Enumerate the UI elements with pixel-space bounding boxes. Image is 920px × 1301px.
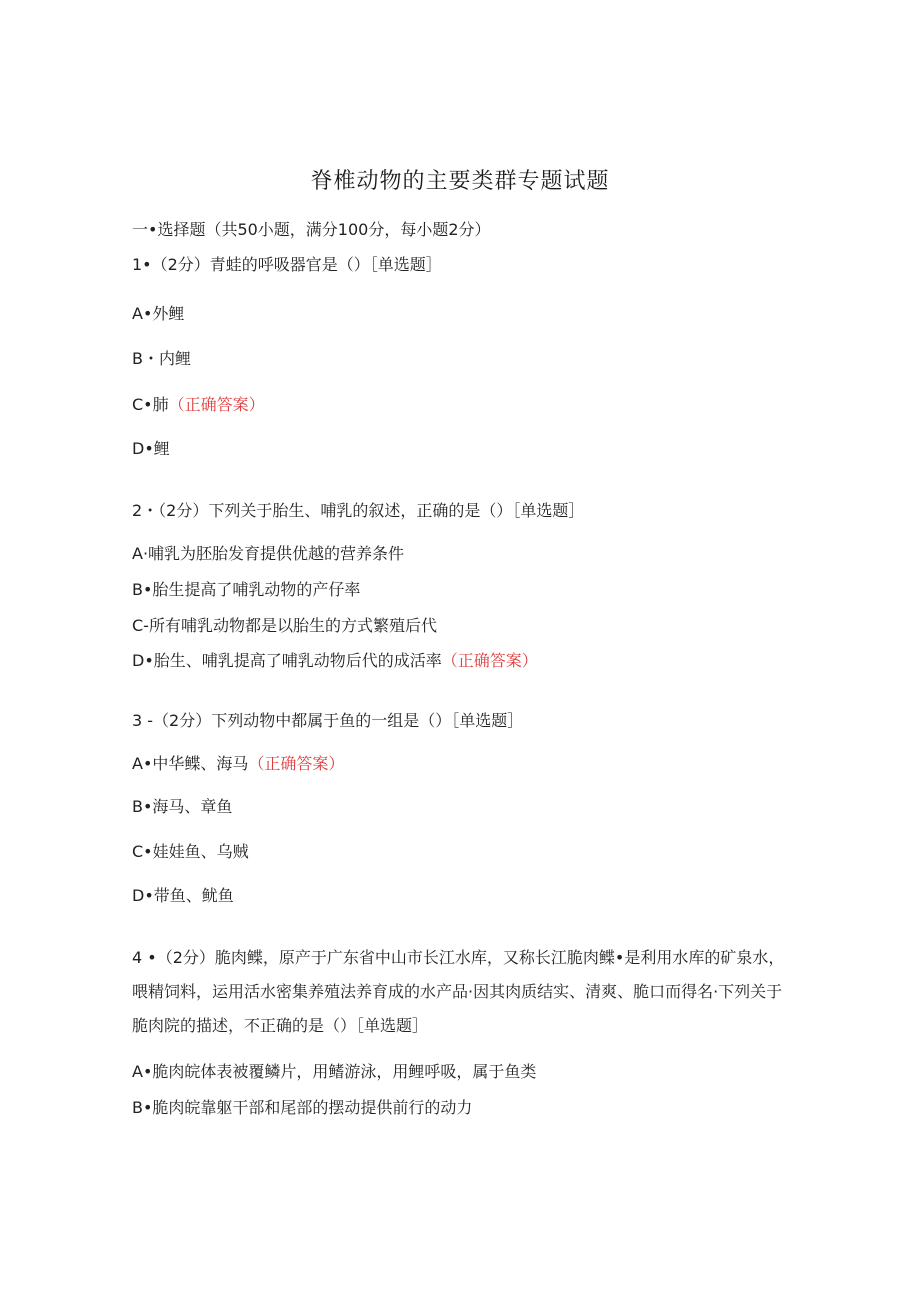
- correct-answer-marker: （正确答案）: [248, 754, 345, 773]
- question-1-option-a: A•外鲤: [132, 304, 185, 323]
- question-1-option-c: [132, 394, 265, 416]
- page-title: 脊椎动物的主要类群专题试题: [310, 169, 610, 194]
- question-2-option-b: B•胎生提高了哺乳动物的产仔率: [132, 580, 361, 599]
- question-4-stem: 4 •（2分）脆肉鲽，原产于广东省中山市长江水库，又称长江脆肉鲽•是利用水库的矿泉水，喂精饲料，运用活水密集养殖法养育成的水产品·因其肉质结实、清爽、脆口而得名·下列关于脆肉院的描述，不正确的是（）［单选题］: [132, 948, 785, 1035]
- option-text: D•胎生、哺乳提高了哺乳动物后代的成活率: [132, 651, 442, 670]
- question-1-option-b: B・内鲤: [132, 349, 191, 368]
- option-text: A•中华鲽、海马: [132, 754, 249, 773]
- question-3-option-b: B•海马、章鱼: [132, 797, 233, 816]
- correct-answer-marker: （正确答案）: [168, 395, 265, 414]
- question-3-stem: 3 -（2分）下列动物中都属于鱼的一组是（）［单选题］: [132, 711, 524, 730]
- question-4-option-a: A•脆肉皖体表被覆鳞片，用鳍游泳，用鲤呼吸，属于鱼类: [132, 1062, 537, 1081]
- option-text: C•肺: [132, 395, 169, 414]
- question-1-stem: 1•（2分）青蛙的呼吸器官是（）［单选题］: [132, 255, 442, 274]
- question-2-stem: 2・（2分）下列关于胎生、哺乳的叙述，正确的是（）［单选题］: [132, 501, 585, 520]
- question-2-option-a: A·哺乳为胚胎发育提供优越的营养条件: [132, 544, 405, 563]
- question-1-option-d: D•鲤: [132, 439, 170, 458]
- correct-answer-marker: （正确答案）: [441, 651, 538, 670]
- question-2-option-d: [132, 650, 538, 672]
- question-3-option-a: [132, 753, 344, 775]
- section-heading: 一•选择题（共50小题，满分100分，每小题2分）: [132, 220, 491, 239]
- question-3-option-c: C•娃娃鱼、乌贼: [132, 842, 249, 861]
- question-4-option-b: B•脆肉皖靠躯干部和尾部的摆动提供前行的动力: [132, 1098, 473, 1117]
- question-2-option-c: C-所有哺乳动物都是以胎生的方式繁殖后代: [132, 616, 437, 635]
- question-3-option-d: D•带鱼、鱿鱼: [132, 886, 234, 905]
